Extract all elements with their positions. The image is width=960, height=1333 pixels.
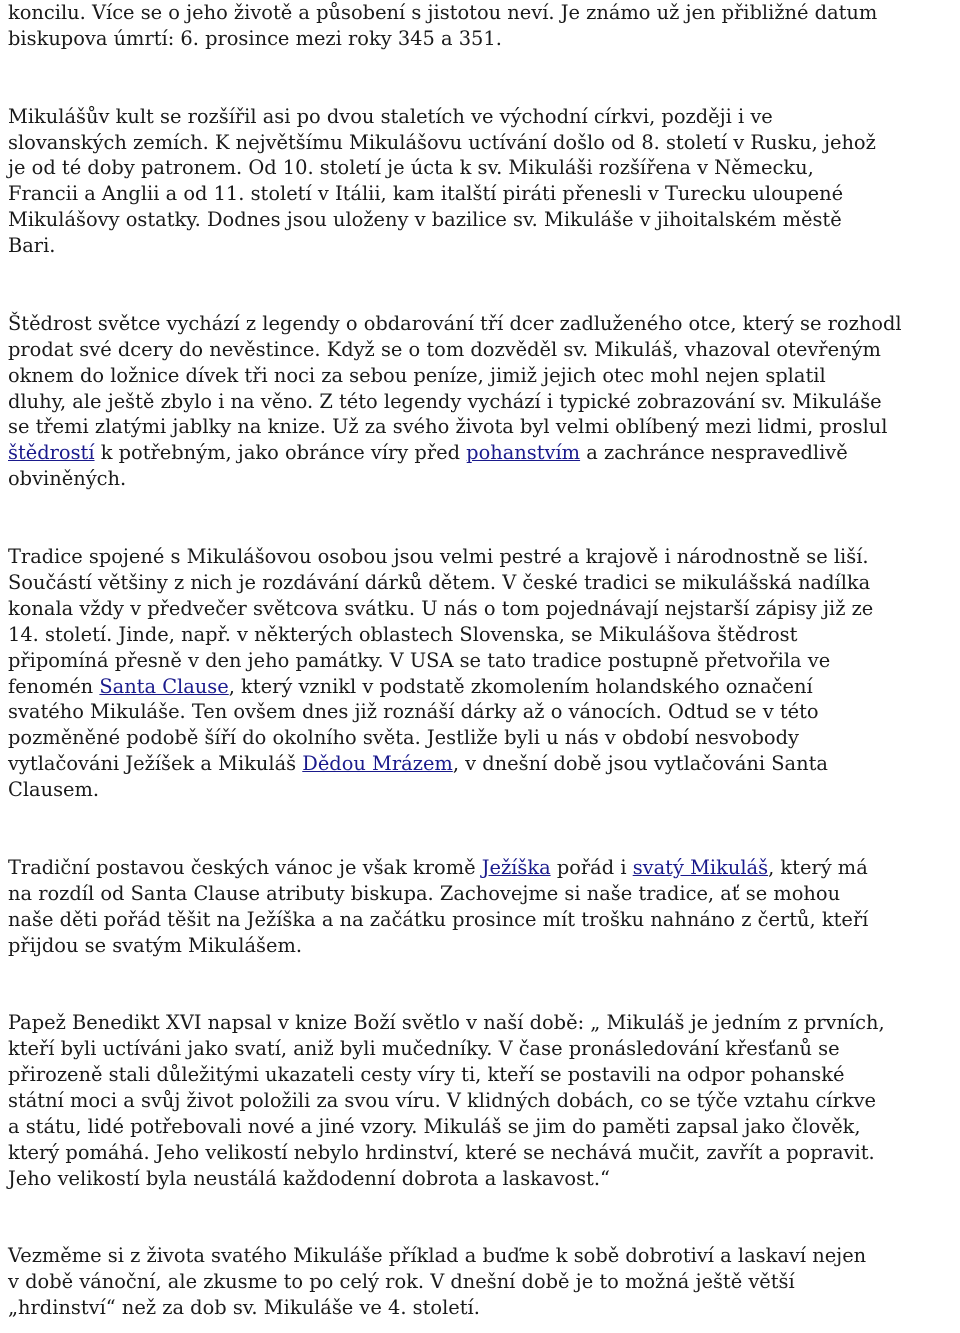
text-line [8, 1010, 958, 1036]
paragraph [8, 311, 958, 492]
inline-link[interactable]: Dědou Mrázem [302, 752, 453, 776]
paragraph-gap [8, 492, 958, 544]
text-line [8, 414, 958, 440]
text-segment: který pomáhá. Jeho velikostí nebylo hrdinství, které se nechává mučit, zavřít a popravit. [8, 1140, 875, 1164]
text-line [8, 181, 958, 207]
text-segment: , v dnešní době jsou vytlačováni Santa [452, 752, 828, 776]
text-line [8, 570, 958, 596]
text-segment: Štědrost světce vychází z legendy o obdarování tří dcer zadluženého otce, který se rozhodl [8, 311, 902, 335]
text-line [8, 674, 958, 700]
text-segment: naše děti pořád těšit na Ježíška a na začátku prosince mít trošku nahnáno z čertů, kteří [8, 907, 869, 931]
text-line [8, 130, 958, 156]
text-segment: Tradice spojené s Mikulášovou osobou jsou velmi pestré a krajově i národnostně se liší. [8, 544, 869, 568]
text-segment: připomíná přesně v den jeho památky. V USA se tato tradice postupně přetvořila ve [8, 648, 831, 672]
text-segment: Clausem. [8, 778, 100, 802]
paragraph-gap [8, 803, 958, 855]
text-segment: , který vznikl v podstatě zkomolením holandského označení [228, 674, 813, 698]
text-line [8, 699, 958, 725]
text-line [8, 1036, 958, 1062]
text-line [8, 933, 958, 959]
text-segment: konala vždy v předvečer světcova svátku. U nás o tom pojednávají nejstarší zápisy již ze [8, 596, 874, 620]
text-segment: „hrdinství“ než za dob sv. Mikuláše ve 4. století. [8, 1296, 480, 1320]
inline-link[interactable]: Ježíška [481, 855, 551, 879]
inline-link[interactable]: štědrostí [8, 441, 95, 465]
document-page [8, 0, 958, 1321]
text-line [8, 233, 958, 259]
text-line [8, 0, 958, 26]
paragraph-gap [8, 259, 958, 311]
paragraph-gap [8, 1192, 958, 1244]
paragraph [8, 1243, 958, 1321]
paragraph [8, 544, 958, 803]
text-segment: je od té doby patronem. Od 10. století je úcta k sv. Mikuláši rozšířena v Německu, [8, 156, 814, 180]
text-segment: státní moci a svůj život položili za svou víru. V klidných dobách, co se týče vztahu církve [8, 1088, 877, 1112]
document-body [8, 0, 958, 1321]
text-segment: dluhy, ale ještě zbylo i na věno. Z této legendy vychází i typické zobrazování sv. Mikuláše [8, 389, 882, 413]
text-segment: a státu, lidé potřebovali nové a jiné vzory. Mikuláš se jim do paměti zapsal jako člověk, [8, 1114, 861, 1138]
text-segment: Mikulášovy ostatky. Dodnes jsou uloženy v bazilice sv. Mikuláše v jihoitalském městě [8, 208, 842, 232]
text-segment: Součástí většiny z nich je rozdávání dárků dětem. V české tradici se mikulášská nadílka [8, 570, 871, 594]
text-segment: a zachránce nespravedlivě [580, 441, 848, 465]
text-line [8, 725, 958, 751]
text-segment: Jeho velikostí byla neustálá každodenní dobrota a laskavost.“ [8, 1166, 610, 1190]
text-line [8, 1140, 958, 1166]
text-line [8, 648, 958, 674]
text-line [8, 881, 958, 907]
text-line [8, 596, 958, 622]
text-segment: se třemi zlatými jablky na knize. Už za svého života byl velmi oblíbený mezi lidmi, proslul [8, 415, 888, 439]
paragraph-gap [8, 958, 958, 1010]
paragraph [8, 1010, 958, 1191]
text-line [8, 1114, 958, 1140]
text-segment: Mikulášův kult se rozšířil asi po dvou staletích ve východní církvi, později i ve [8, 104, 773, 128]
text-line [8, 311, 958, 337]
text-segment: přijdou se svatým Mikulášem. [8, 933, 303, 957]
text-segment: k potřebným, jako obránce víry před [94, 441, 467, 465]
paragraph [8, 0, 958, 52]
text-segment: , který má [768, 855, 868, 879]
text-segment: oknem do ložnice dívek tři noci za sebou peníze, jimiž jejich otec mohl nejen splatil [8, 363, 826, 387]
text-segment: fenomén [8, 674, 100, 698]
inline-link[interactable]: svatý Mikuláš [632, 855, 769, 879]
text-segment: pořád i [550, 855, 633, 879]
text-line [8, 1295, 958, 1321]
text-line [8, 155, 958, 181]
text-line [8, 1062, 958, 1088]
text-line [8, 363, 958, 389]
text-line [8, 1166, 958, 1192]
text-segment: Tradiční postavou českých vánoc je však kromě [8, 855, 482, 879]
paragraph [8, 855, 958, 959]
text-line [8, 1243, 958, 1269]
text-line [8, 104, 958, 130]
inline-link[interactable]: Santa Clause [99, 674, 229, 698]
text-line [8, 777, 958, 803]
text-segment: Vezměme si z života svatého Mikuláše příklad a buďme k sobě dobrotiví a laskaví nejen [8, 1244, 867, 1268]
text-line [8, 622, 958, 648]
text-line [8, 1088, 958, 1114]
text-line [8, 544, 958, 570]
text-segment: pozměněné podobě šíří do okolního světa. Jestliže byli u nás v období nesvobody [8, 726, 799, 750]
text-segment: v době vánoční, ale zkusme to po celý rok. V dnešní době je to možná ještě větší [8, 1270, 795, 1294]
text-line [8, 751, 958, 777]
text-segment: koncilu. Více se o jeho životě a působení s jistotou neví. Je známo už jen přibližné datum [8, 1, 878, 24]
paragraph-gap [8, 52, 958, 104]
text-segment: kteří byli uctíváni jako svatí, aniž byli mučedníky. V čase pronásledování křesťanů se [8, 1037, 840, 1061]
text-line [8, 1269, 958, 1295]
text-segment: vytlačováni Ježíšek a Mikuláš [8, 752, 303, 776]
text-segment: přirozeně stali důležitými ukazateli cesty víry ti, kteří se postavili na odpor pohanské [8, 1063, 845, 1087]
paragraph [8, 104, 958, 259]
text-line [8, 907, 958, 933]
text-line [8, 466, 958, 492]
text-line [8, 389, 958, 415]
text-segment: obviněných. [8, 467, 127, 491]
text-line [8, 207, 958, 233]
inline-link[interactable]: pohanstvím [466, 441, 581, 465]
text-segment: Francii a Anglii a od 11. století v Itálii, kam italští piráti přenesli v Turecku uloupené [8, 182, 844, 206]
text-segment: prodat své dcery do nevěstince. Když se o tom dozvěděl sv. Mikuláš, vhazoval otevřeným [8, 337, 881, 361]
text-segment: svatého Mikuláše. Ten ovšem dnes již roznáší dárky až o vánocích. Odtud se v této [8, 700, 819, 724]
text-line [8, 440, 958, 466]
text-line [8, 26, 958, 52]
text-segment: 14. století. Jinde, např. v některých oblastech Slovenska, se Mikulášova štědrost [8, 622, 798, 646]
text-segment: Papež Benedikt XVI napsal v knize Boží světlo v naší době: „ Mikuláš je jedním z prvních, [8, 1011, 885, 1035]
text-line [8, 337, 958, 363]
text-segment: slovanských zemích. K největšímu Mikulášovu uctívání došlo od 8. století v Rusku, jehož [8, 130, 876, 154]
text-segment: na rozdíl od Santa Clause atributy biskupa. Zachovejme si naše tradice, ať se mohou [8, 881, 841, 905]
text-segment: biskupova úmrtí: 6. prosince mezi roky 345 a 351. [8, 26, 502, 50]
text-line [8, 855, 958, 881]
text-segment: Bari. [8, 234, 56, 258]
